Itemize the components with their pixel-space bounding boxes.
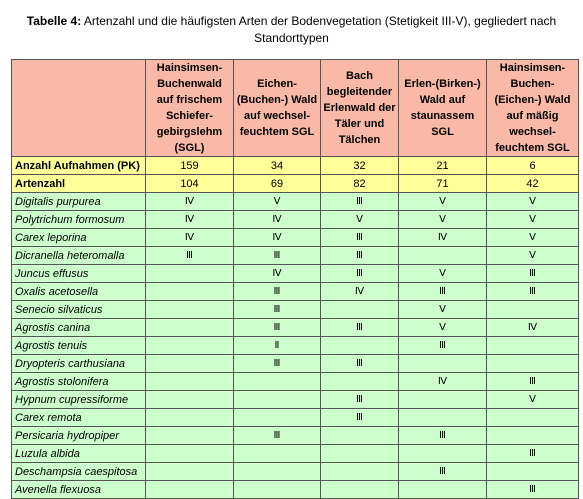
- header-row: [12, 60, 579, 157]
- summary-row: [12, 175, 579, 193]
- stetigkeit-value: Ⅴ: [399, 211, 487, 229]
- stetigkeit-value: Ⅴ: [399, 301, 487, 319]
- stetigkeit-value: [234, 481, 321, 499]
- stetigkeit-value: [321, 427, 399, 445]
- stetigkeit-value: Ⅳ: [399, 373, 487, 391]
- stetigkeit-value: [234, 391, 321, 409]
- stetigkeit-value: Ⅲ: [321, 355, 399, 373]
- stetigkeit-value: Ⅴ: [399, 265, 487, 283]
- vegetation-table: [11, 59, 579, 499]
- stetigkeit-value: Ⅲ: [487, 283, 579, 301]
- stetigkeit-value: Ⅳ: [234, 211, 321, 229]
- stetigkeit-value: Ⅳ: [146, 193, 234, 211]
- species-name: Agrostis canina: [12, 319, 146, 337]
- summary-value: 34: [234, 157, 321, 175]
- stetigkeit-value: [146, 427, 234, 445]
- species-row: [12, 193, 579, 211]
- stetigkeit-value: [399, 391, 487, 409]
- species-name: Deschampsia caespitosa: [12, 463, 146, 481]
- stetigkeit-value: Ⅲ: [321, 265, 399, 283]
- caption-text: Artenzahl und die häufigsten Arten der Bodenvegetation (Stetigkeit III-V), gegliedert nach Standorttypen: [81, 14, 557, 45]
- stetigkeit-value: Ⅲ: [399, 337, 487, 355]
- stetigkeit-value: [146, 391, 234, 409]
- species-row: [12, 355, 579, 373]
- stetigkeit-value: Ⅴ: [487, 247, 579, 265]
- species-row: [12, 337, 579, 355]
- stetigkeit-value: Ⅲ: [487, 481, 579, 499]
- header-corner: [12, 60, 146, 157]
- stetigkeit-value: Ⅲ: [234, 301, 321, 319]
- column-header: Hainsimsen-Buchenwald auf frischem Schiefer-gebirgslehm (SGL): [146, 60, 234, 157]
- species-row: [12, 247, 579, 265]
- stetigkeit-value: Ⅴ: [487, 391, 579, 409]
- stetigkeit-value: Ⅲ: [234, 427, 321, 445]
- stetigkeit-value: Ⅳ: [146, 211, 234, 229]
- stetigkeit-value: Ⅲ: [487, 373, 579, 391]
- summary-value: 82: [321, 175, 399, 193]
- species-row: [12, 427, 579, 445]
- species-name: Digitalis purpurea: [12, 193, 146, 211]
- stetigkeit-value: Ⅲ: [321, 229, 399, 247]
- stetigkeit-value: Ⅲ: [321, 247, 399, 265]
- stetigkeit-value: [146, 409, 234, 427]
- species-name: Senecio silvaticus: [12, 301, 146, 319]
- stetigkeit-value: Ⅲ: [234, 319, 321, 337]
- species-name: Dryopteris carthusiana: [12, 355, 146, 373]
- stetigkeit-value: Ⅴ: [487, 193, 579, 211]
- species-row: [12, 283, 579, 301]
- species-name: Avenella flexuosa: [12, 481, 146, 499]
- stetigkeit-value: Ⅳ: [321, 283, 399, 301]
- stetigkeit-value: [146, 283, 234, 301]
- stetigkeit-value: [321, 481, 399, 499]
- stetigkeit-value: Ⅲ: [234, 355, 321, 373]
- stetigkeit-value: Ⅲ: [399, 283, 487, 301]
- stetigkeit-value: [321, 373, 399, 391]
- stetigkeit-value: Ⅲ: [487, 445, 579, 463]
- stetigkeit-value: [399, 247, 487, 265]
- stetigkeit-value: [487, 355, 579, 373]
- stetigkeit-value: [146, 265, 234, 283]
- stetigkeit-value: [487, 337, 579, 355]
- stetigkeit-value: Ⅳ: [487, 319, 579, 337]
- stetigkeit-value: Ⅲ: [399, 463, 487, 481]
- table-caption: [0, 13, 583, 47]
- species-name: Juncus effusus: [12, 265, 146, 283]
- species-row: [12, 229, 579, 247]
- species-row: [12, 463, 579, 481]
- species-name: Luzula albida: [12, 445, 146, 463]
- summary-value: 42: [487, 175, 579, 193]
- stetigkeit-value: Ⅴ: [399, 319, 487, 337]
- species-name: Agrostis tenuis: [12, 337, 146, 355]
- stetigkeit-value: [399, 409, 487, 427]
- stetigkeit-value: Ⅳ: [399, 229, 487, 247]
- stetigkeit-value: [234, 445, 321, 463]
- column-header: Eichen-(Buchen-) Wald auf wechsel-feuchtem SGL: [234, 60, 321, 157]
- stetigkeit-value: Ⅲ: [234, 247, 321, 265]
- stetigkeit-value: Ⅲ: [321, 409, 399, 427]
- stetigkeit-value: [487, 463, 579, 481]
- species-name: Oxalis acetosella: [12, 283, 146, 301]
- stetigkeit-value: [321, 301, 399, 319]
- stetigkeit-value: Ⅳ: [146, 229, 234, 247]
- stetigkeit-value: Ⅲ: [321, 319, 399, 337]
- species-name: Polytrichum formosum: [12, 211, 146, 229]
- species-row: [12, 319, 579, 337]
- stetigkeit-value: [321, 445, 399, 463]
- summary-value: 104: [146, 175, 234, 193]
- stetigkeit-value: [234, 373, 321, 391]
- stetigkeit-value: [487, 409, 579, 427]
- summary-value: 6: [487, 157, 579, 175]
- stetigkeit-value: [234, 463, 321, 481]
- summary-label: Artenzahl: [12, 175, 146, 193]
- species-row: [12, 265, 579, 283]
- stetigkeit-value: [234, 409, 321, 427]
- column-header: Bach begleitender Erlenwald der Täler und Tälchen: [321, 60, 399, 157]
- stetigkeit-value: [321, 337, 399, 355]
- caption-label: Tabelle 4:: [26, 14, 82, 28]
- stetigkeit-value: Ⅳ: [234, 229, 321, 247]
- species-row: [12, 481, 579, 499]
- species-name: Hypnum cupressiforme: [12, 391, 146, 409]
- stetigkeit-value: [146, 355, 234, 373]
- stetigkeit-value: Ⅴ: [321, 211, 399, 229]
- stetigkeit-value: [146, 373, 234, 391]
- stetigkeit-value: Ⅴ: [234, 193, 321, 211]
- stetigkeit-value: Ⅲ: [146, 247, 234, 265]
- species-row: [12, 409, 579, 427]
- summary-value: 71: [399, 175, 487, 193]
- species-name: Carex leporina: [12, 229, 146, 247]
- species-row: [12, 301, 579, 319]
- stetigkeit-value: Ⅴ: [487, 211, 579, 229]
- stetigkeit-value: [399, 481, 487, 499]
- stetigkeit-value: Ⅲ: [234, 283, 321, 301]
- stetigkeit-value: Ⅲ: [399, 427, 487, 445]
- species-name: Carex remota: [12, 409, 146, 427]
- summary-row: [12, 157, 579, 175]
- summary-value: 159: [146, 157, 234, 175]
- species-row: [12, 391, 579, 409]
- species-row: [12, 445, 579, 463]
- summary-value: 32: [321, 157, 399, 175]
- stetigkeit-value: Ⅱ: [234, 337, 321, 355]
- stetigkeit-value: [487, 301, 579, 319]
- species-name: Dicranella heteromalla: [12, 247, 146, 265]
- summary-value: 21: [399, 157, 487, 175]
- stetigkeit-value: Ⅲ: [487, 265, 579, 283]
- stetigkeit-value: Ⅳ: [234, 265, 321, 283]
- stetigkeit-value: Ⅴ: [487, 229, 579, 247]
- stetigkeit-value: [146, 463, 234, 481]
- stetigkeit-value: [146, 301, 234, 319]
- column-header: Erlen-(Birken-) Wald auf staunassem SGL: [399, 60, 487, 157]
- summary-value: 69: [234, 175, 321, 193]
- stetigkeit-value: [146, 445, 234, 463]
- stetigkeit-value: [487, 427, 579, 445]
- column-header: Hainsimsen-Buchen-(Eichen-) Wald auf mäßig wechsel-feuchtem SGL: [487, 60, 579, 157]
- stetigkeit-value: [146, 481, 234, 499]
- species-row: [12, 211, 579, 229]
- stetigkeit-value: Ⅴ: [399, 193, 487, 211]
- summary-label: Anzahl Aufnahmen (PK): [12, 157, 146, 175]
- stetigkeit-value: [399, 445, 487, 463]
- stetigkeit-value: Ⅲ: [321, 193, 399, 211]
- stetigkeit-value: Ⅲ: [321, 391, 399, 409]
- stetigkeit-value: [399, 355, 487, 373]
- species-name: Agrostis stolonifera: [12, 373, 146, 391]
- stetigkeit-value: [146, 337, 234, 355]
- species-name: Persicaria hydropiper: [12, 427, 146, 445]
- stetigkeit-value: [146, 319, 234, 337]
- species-row: [12, 373, 579, 391]
- stetigkeit-value: [321, 463, 399, 481]
